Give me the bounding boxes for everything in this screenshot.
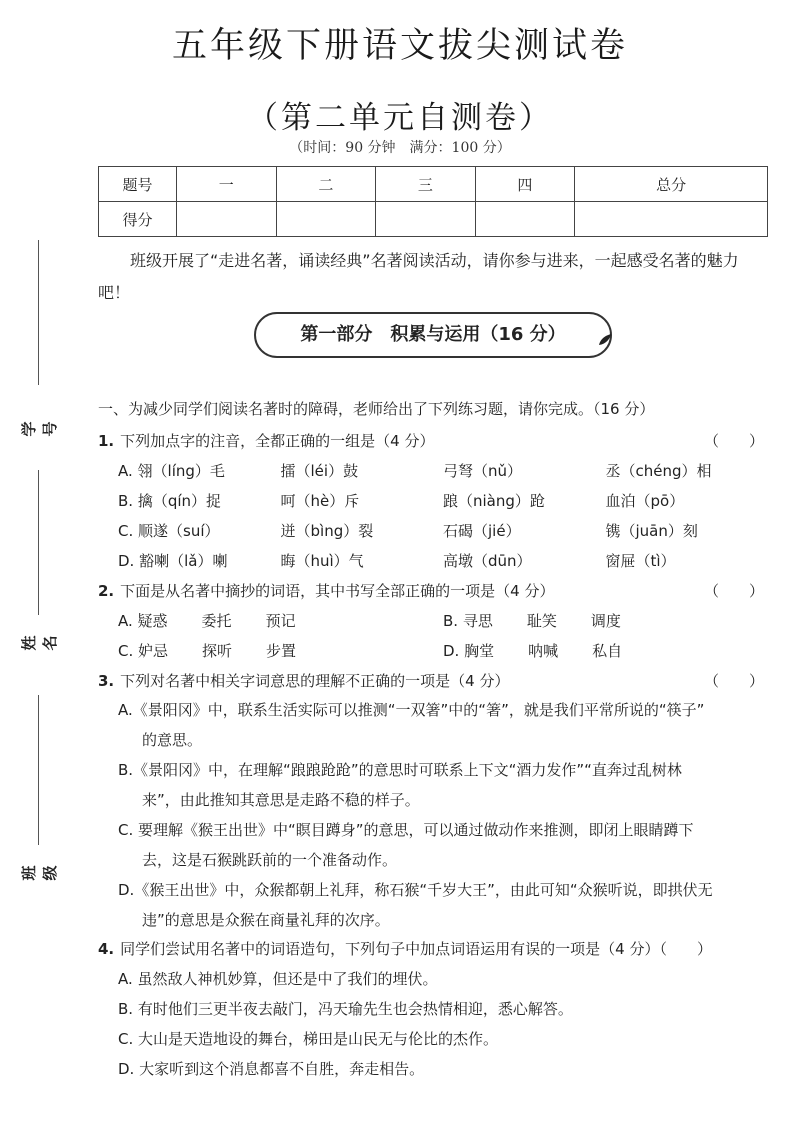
q3-option-b [118, 755, 778, 815]
q4-option-c: C. 大山是天造地设的舞台，梯田是山民无与伦比的杰作。 [118, 1030, 499, 1048]
question-stem: 下面是从名著中摘抄的词语，其中书写全部正确的一项是（4 分） [120, 582, 555, 600]
option-line: D.《猴王出世》中，众猴都朝上礼拜，称石猴“千岁大王”，由此可知“众猴听说，即拱伏无 [118, 881, 713, 899]
answer-blank[interactable]: （ ） [703, 582, 764, 600]
binding-sidebar [20, 240, 59, 1040]
option-item: 耻笑 [526, 612, 557, 630]
score-table [98, 166, 768, 237]
q1-option-row-d [118, 550, 768, 571]
score-table-header-row [99, 167, 768, 202]
option-item: 探听 [202, 642, 233, 660]
option-line: 去，这是石猴跳跃前的一个准备动作。 [142, 851, 398, 869]
score-header-cell: 总分 [575, 167, 768, 202]
option-item: D. 豁喇（lǎ）喇 [118, 552, 228, 570]
score-input-cell[interactable] [276, 202, 376, 237]
q3-option-c [118, 815, 778, 875]
intro-paragraph: 班级开展了“走进名著，诵读经典”名著阅读活动，请你参与进来，一起感受名著的魅力吧！ [98, 251, 739, 302]
class-line[interactable] [38, 695, 39, 845]
q4-option-a: A. 虽然敌人神机妙算，但还是中了我们的埋伏。 [118, 970, 438, 988]
q3-option-a [118, 695, 778, 755]
option-line: 来”，由此推知其意思是走路不稳的样子。 [142, 791, 420, 809]
option-item: 呐喊 [528, 642, 559, 660]
option-item: A. 疑惑 [118, 612, 168, 630]
question-stem: 下列对名著中相关字词意思的理解不正确的一项是（4 分） [120, 672, 510, 690]
score-input-cell[interactable] [575, 202, 768, 237]
q2-option-c [118, 640, 443, 661]
score-header-cell: 二 [276, 167, 376, 202]
option-item: B. 寻思 [443, 612, 493, 630]
option-item: C. 顺遂（suí） [118, 522, 220, 540]
option-item: B. 擒（qín）捉 [118, 492, 222, 510]
q3-option-d [118, 875, 778, 935]
option-line: C. 要理解《猴王出世》中“瞑目蹲身”的意思，可以通过做动作来推测，即闭上眼睛蹲下 [118, 821, 694, 839]
score-header-cell: 题号 [99, 167, 177, 202]
question-stem: 下列加点字的注音，全都正确的一组是（4 分） [120, 432, 435, 450]
option-item: 私自 [592, 642, 623, 660]
page-subtitle: （第二单元自测卷） [247, 100, 553, 136]
question-4 [98, 938, 778, 959]
answer-blank[interactable]: （ ） [703, 672, 764, 690]
part-one-banner: 第一部分 积累与运用（16 分） [254, 312, 612, 358]
question-stem: 同学们尝试用名著中的词语造句，下列句子中加点词语运用有误的一项是（4 分）（ ） [120, 940, 712, 958]
option-item: 石碣（jié） [443, 522, 521, 540]
score-header-cell: 一 [177, 167, 277, 202]
q4-option-b: B. 有时他们三更半夜去敲门，冯天瑜先生也会热情相迎，悉心解答。 [118, 1000, 573, 1018]
q1-option-row-c [118, 520, 768, 541]
score-row-label: 得分 [99, 202, 177, 237]
q1-option-row-a [118, 460, 768, 481]
q2-option-b [443, 610, 768, 631]
question-3 [98, 670, 778, 691]
option-line: 违”的意思是众猴在商量礼拜的次序。 [142, 911, 390, 929]
option-item: 血泊（pō） [605, 492, 685, 510]
option-item: C. 妒忌 [118, 642, 169, 660]
option-item: 窗屉（tì） [605, 552, 676, 570]
score-input-cell[interactable] [475, 202, 575, 237]
option-item: 弓弩（nǔ） [443, 462, 523, 480]
student-id-line[interactable] [38, 240, 39, 385]
option-line: B.《景阳冈》中，在理解“踉踉跄跄”的意思时可联系上下文“酒力发作”“直奔过乱树林 [118, 761, 682, 779]
option-line: A.《景阳冈》中，联系生活实际可以推测“一双箸”中的“箸”，就是我们平常所说的“筷子” [118, 701, 705, 719]
question-2 [98, 580, 778, 601]
question-number: 3. [98, 672, 115, 690]
score-header-cell: 四 [475, 167, 575, 202]
option-item: 步置 [266, 642, 297, 660]
name-label: 姓名 [20, 635, 59, 651]
option-item: 委托 [201, 612, 232, 630]
option-line: 的意思。 [142, 731, 203, 749]
answer-blank[interactable]: （ ） [703, 432, 764, 450]
option-item: 丞（chéng）相 [605, 462, 712, 480]
option-item: 晦（huì）气 [280, 552, 364, 570]
option-item: 迸（bìng）裂 [280, 522, 374, 540]
question-number: 1. [98, 432, 115, 450]
q4-option-d: D. 大家听到这个消息都喜不自胜，奔走相告。 [118, 1060, 425, 1078]
score-table-score-row [99, 202, 768, 237]
score-header-cell: 三 [376, 167, 476, 202]
score-input-cell[interactable] [177, 202, 277, 237]
section-one-heading: 一、为减少同学们阅读名著时的障碍，老师给出了下列练习题，请你完成。（16 分） [98, 400, 655, 418]
leaf-icon [597, 332, 613, 348]
question-number: 2. [98, 582, 115, 600]
option-item: 预记 [265, 612, 296, 630]
exam-meta: （时间：90 分钟 满分：100 分） [289, 140, 511, 156]
class-label: 班级 [20, 865, 59, 881]
option-item: 踉（niàng）跄 [443, 492, 545, 510]
question-number: 4. [98, 940, 115, 958]
option-item: 呵（hè）斥 [280, 492, 360, 510]
option-item: 高墩（dūn） [443, 552, 532, 570]
option-item: 擂（léi）鼓 [280, 462, 359, 480]
option-item: 调度 [590, 612, 621, 630]
score-input-cell[interactable] [376, 202, 476, 237]
question-1 [98, 430, 778, 451]
option-item: 镌（juān）刻 [605, 522, 698, 540]
q2-option-row-cd [118, 640, 768, 661]
q2-option-a [118, 610, 443, 631]
q2-option-row-ab [118, 610, 768, 631]
option-item: A. 翎（líng）毛 [118, 462, 225, 480]
student-id-label: 学号 [20, 421, 59, 437]
name-line[interactable] [38, 470, 39, 615]
option-item: D. 胸堂 [443, 642, 495, 660]
q1-option-row-b [118, 490, 768, 511]
page-title: 五年级下册语文拔尖测试卷 [171, 26, 628, 66]
q2-option-d [443, 640, 768, 661]
